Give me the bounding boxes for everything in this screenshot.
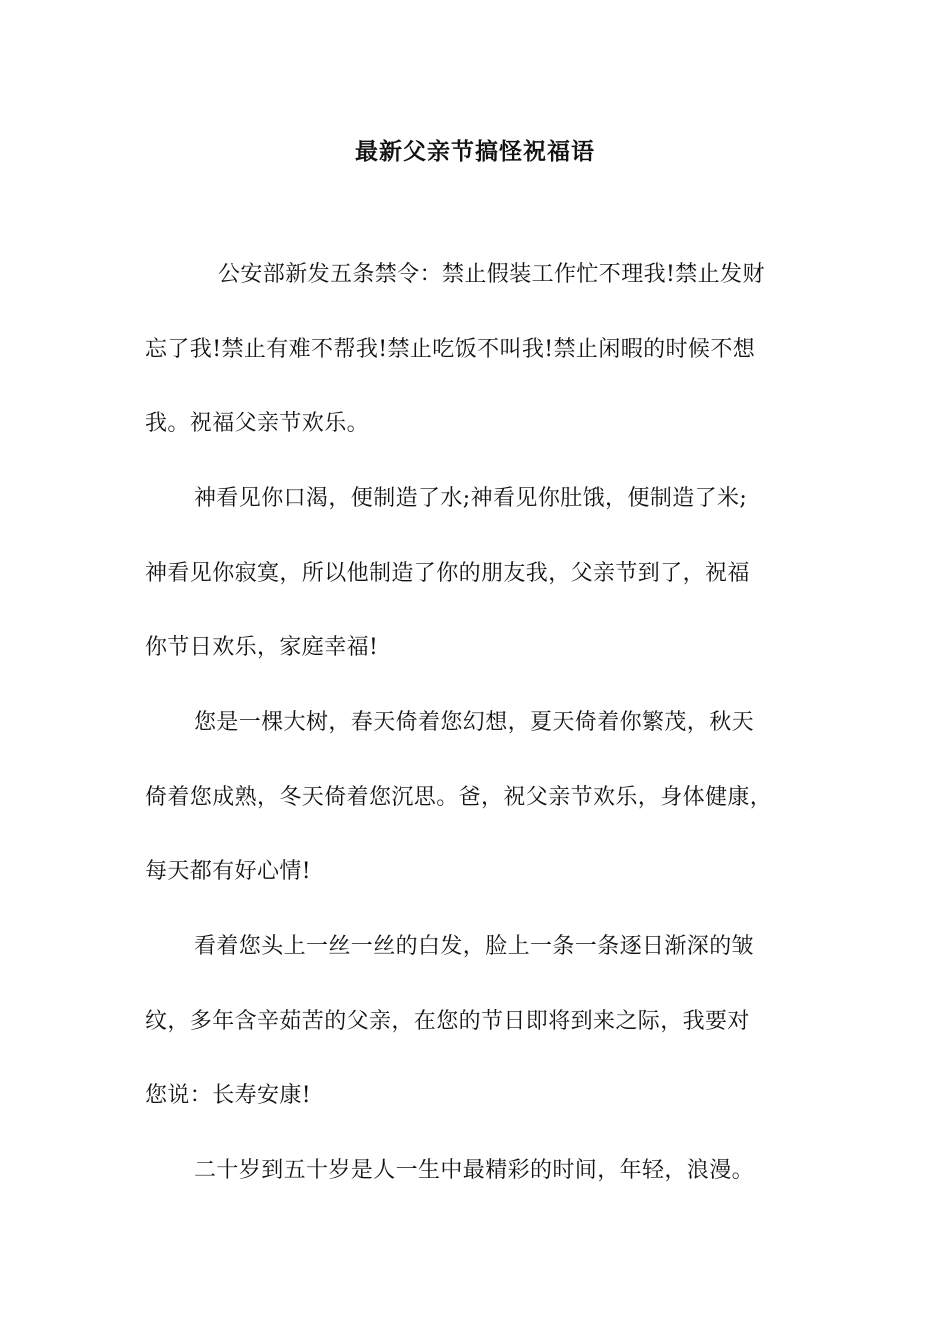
- paragraph-3-line-3: 每天都有好心情!: [145, 859, 312, 884]
- paragraph-2-line-3: 你节日欢乐，家庭幸福!: [145, 635, 379, 660]
- paragraph-1-line-2: 忘了我!禁止有难不帮我!禁止吃饭不叫我!禁止闲暇的时候不想: [145, 337, 756, 362]
- paragraph-5-line-1: 二十岁到五十岁是人一生中最精彩的时间，年轻，浪漫。: [194, 1158, 755, 1183]
- paragraph-4-line-1: 看着您头上一丝一丝的白发，脸上一条一条逐日渐深的皱: [194, 934, 755, 959]
- paragraph-1-line-1: 公安部新发五条禁令：禁止假装工作忙不理我!禁止发财: [218, 262, 765, 287]
- paragraph-4-line-2: 纹，多年含辛茹苦的父亲，在您的节日即将到来之际，我要对: [145, 1009, 750, 1034]
- paragraph-2-line-2: 神看见你寂寞，所以他制造了你的朋友我，父亲节到了，祝福: [145, 561, 750, 586]
- paragraph-2-line-1: 神看见你口渴，便制造了水;神看见你肚饿，便制造了米;: [194, 486, 748, 511]
- paragraph-3-line-2: 倚着您成熟，冬天倚着您沉思。爸，祝父亲节欢乐，身体健康，: [145, 785, 773, 810]
- paragraph-1-line-3: 我。祝福父亲节欢乐。: [145, 411, 370, 436]
- paragraph-3-line-1: 您是一棵大树，春天倚着您幻想，夏天倚着你繁茂，秋天: [194, 710, 755, 735]
- paragraph-4-line-3: 您说：长寿安康!: [145, 1083, 312, 1108]
- document-title: 最新父亲节搞怪祝福语: [355, 138, 595, 165]
